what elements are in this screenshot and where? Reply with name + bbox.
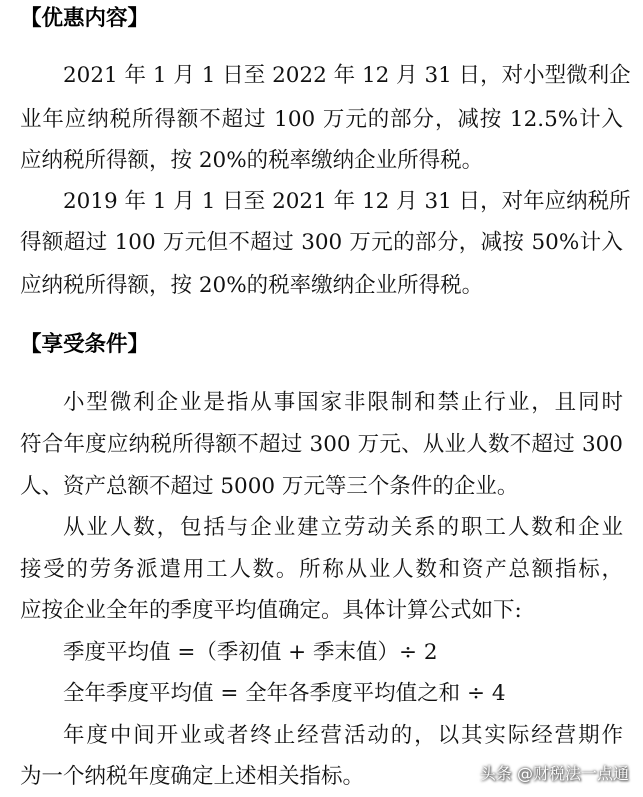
heading-preferential-content: 【优惠内容】 (20, 6, 150, 31)
paragraph-line: 年度中间开业或者终止经营活动的，以其实际经营期作 (63, 723, 623, 748)
paragraph-line: 应纳税所得额，按 20%的税率缴纳企业所得税。 (20, 273, 484, 298)
formula-annual-quarterly-average: 全年季度平均值 = 全年各季度平均值之和 ÷ 4 (63, 681, 506, 706)
paragraph-line: 从业人数，包括与企业建立劳动关系的职工人数和企业 (63, 515, 623, 540)
paragraph-line: 业年应纳税所得额不超过 100 万元的部分，减按 12.5%计入 (20, 107, 623, 132)
paragraph-line: 2019 年 1 月 1 日至 2021 年 12 月 31 日，对年应纳税所 (63, 189, 631, 214)
paragraph-line: 符合年度应纳税所得额不超过 300 万元、从业人数不超过 300 (20, 432, 623, 457)
paragraph-line: 接受的劳务派遣用工人数。所称从业人数和资产总额指标， (20, 557, 623, 582)
paragraph-line: 小型微利企业是指从事国家非限制和禁止行业，且同时 (63, 390, 623, 415)
paragraph-line: 人、资产总额不超过 5000 万元等三个条件的企业。 (20, 474, 519, 499)
source-watermark: 头条 @财税法一点通 (479, 764, 629, 783)
formula-quarterly-average: 季度平均值 =（季初值 + 季末值）÷ 2 (63, 640, 438, 665)
paragraph-line: 应纳税所得额，按 20%的税率缴纳企业所得税。 (20, 148, 484, 173)
paragraph-line: 得额超过 100 万元但不超过 300 万元的部分，减按 50%计入 (20, 230, 623, 255)
paragraph-line: 应按企业全年的季度平均值确定。具体计算公式如下: (20, 598, 522, 623)
paragraph-line: 2021 年 1 月 1 日至 2022 年 12 月 31 日，对小型微利企 (63, 63, 631, 88)
heading-eligibility-conditions: 【享受条件】 (20, 332, 150, 357)
paragraph-line: 为一个纳税年度确定上述相关指标。 (20, 764, 365, 789)
